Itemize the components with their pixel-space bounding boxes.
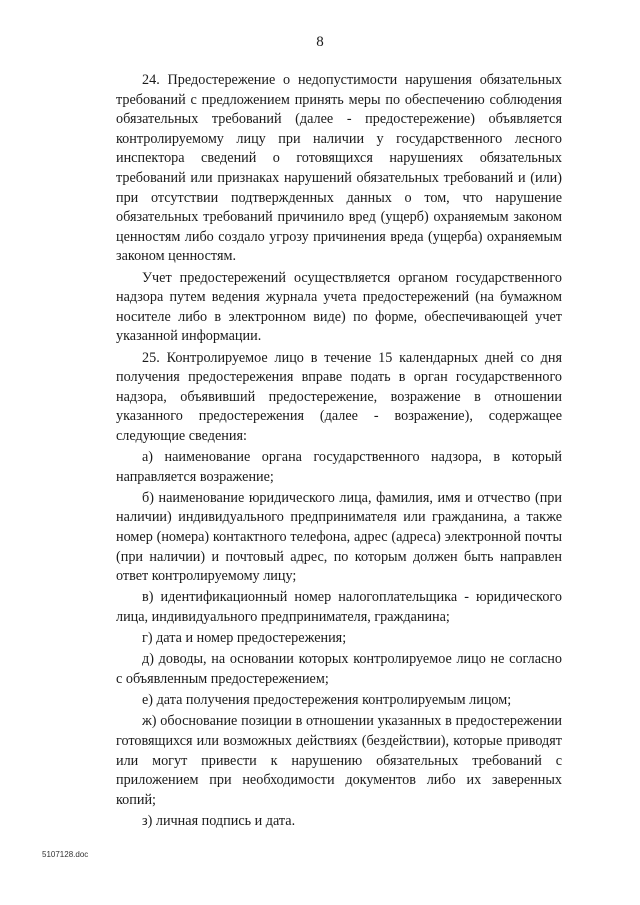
page-number: 8 (316, 34, 324, 50)
list-item-g: г) дата и номер предостережения; (142, 630, 347, 647)
paragraph-25: 25. Контролируемое лицо в течение 15 календарных дней со дня получения предостережения вправе подать в орган государственного надзора, объявивший предостережение, возражение в отношении указанного предостережения (далее - возражение), содержащее следующие сведения: (116, 349, 562, 444)
list-item-z: з) личная подпись и дата. (142, 812, 296, 829)
list-item-a: а) наименование органа государственного надзора, в который направляется возражение; (116, 449, 562, 485)
list-item-v: в) идентификационный номер налогоплательщика - юридического лица, индивидуального предпринимателя, гражданина; (116, 589, 562, 625)
paragraph-warnings-registry: Учет предостережений осуществляется органом государственного надзора путем ведения журнала учета предостережений (на бумажном носителе либо в электронном виде) по форме, обеспечивающей учет указанной информации. (116, 269, 562, 345)
footer-filename: 5107128.doc (42, 850, 89, 859)
list-item-b: б) наименование юридического лица, фамилия, имя и отчество (при наличии) индивидуального предпринимателя или гражданина, а также номер (номера) контактного телефона, адрес (адреса) электронной почты (при наличии) и почтовый адрес, по которым должен быть направлен ответ контролируемому лицу; (116, 489, 562, 585)
list-item-d: д) доводы, на основании которых контролируемое лицо не согласно с объявленным предостережением; (116, 651, 562, 687)
document-body (116, 71, 562, 832)
list-item-e: е) дата получения предостережения контролируемым лицом; (142, 692, 512, 709)
list-item-zh: ж) обоснование позиции в отношении указанных в предостережении готовящихся или возможных действиях (бездействии), которые приводят или могут привести к нарушению обязательных требований с приложением при необходимости документов либо их заверенных копий; (116, 713, 562, 808)
paragraph-24: 24. Предостережение о недопустимости нарушения обязательных требований с предложением принять меры по обеспечению соблюдения обязательных требований (далее - предостережение) объявляется контролируемому лицу при наличии у государственного лесного инспектора сведений о готовящихся нарушениях обязательных требований или признаках нарушений обязательных требований и (или) при отсутствии подтвержденных данных о том, что нарушение обязательных требований причинило вред (ущерб) охраняемым законом ценностям либо создало угрозу причинения вреда (ущерба) охраняемым законом ценностям. (116, 72, 562, 265)
